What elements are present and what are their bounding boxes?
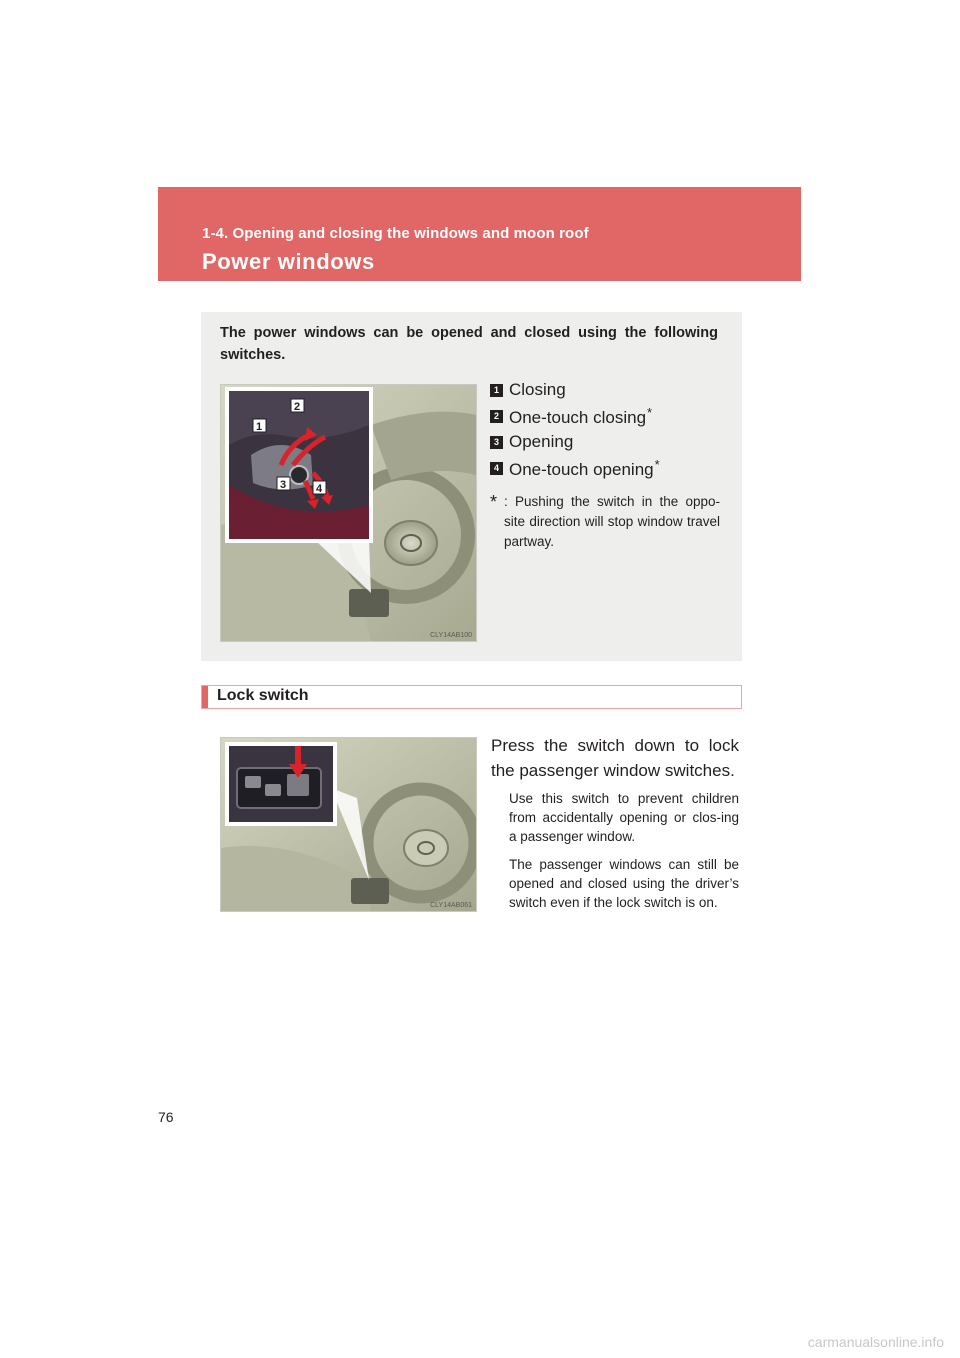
footnote-text: : Pushing the switch in the oppo-site direction will stop window travel partway. bbox=[504, 494, 720, 549]
number-box-icon: 2 bbox=[490, 410, 503, 423]
lock-switch-heading-text: Lock switch bbox=[217, 687, 309, 704]
asterisk-mark: * bbox=[654, 456, 660, 472]
legend-label: Opening bbox=[509, 432, 574, 451]
svg-text:2: 2 bbox=[294, 401, 301, 413]
footer-watermark-url: carmanualsonline.info bbox=[807, 1334, 944, 1350]
section-label: 1-4. Opening and closing the windows and moon roof bbox=[202, 225, 589, 242]
legend bbox=[490, 377, 730, 481]
legend-item bbox=[490, 429, 730, 455]
lock-switch-illustration bbox=[220, 737, 477, 912]
asterisk-mark: * bbox=[647, 404, 653, 420]
lock-switch-description: Press the switch down to lock the passenger window switches. bbox=[491, 736, 739, 780]
number-box-icon: 1 bbox=[490, 384, 503, 397]
page-number: 76 bbox=[158, 1109, 174, 1125]
intro-box bbox=[201, 312, 742, 661]
lock-switch-note-1: Use this switch to prevent children from accidentally opening or clos-ing a passenger window. bbox=[509, 791, 739, 844]
number-box-icon: 3 bbox=[490, 436, 503, 449]
legend-label: One-touch closing bbox=[509, 407, 647, 427]
svg-text:1: 1 bbox=[256, 421, 263, 433]
number-box-icon: 4 bbox=[490, 462, 503, 475]
page-title: Power windows bbox=[202, 249, 375, 274]
lock-switch-note-2: The passenger windows can still be opened and closed using the driver’s switch even if the lock switch is on. bbox=[509, 857, 739, 910]
svg-text:3: 3 bbox=[280, 479, 287, 491]
intro-text: The power windows can be opened and closed using the following switches. bbox=[220, 325, 718, 363]
svg-text:4: 4 bbox=[316, 483, 323, 495]
image-code: CLY14AB100 bbox=[430, 632, 472, 639]
footnote-mark: * bbox=[490, 492, 498, 512]
image-code: CLY14AB061 bbox=[430, 902, 472, 909]
legend-item bbox=[490, 403, 730, 429]
footnote bbox=[490, 492, 720, 552]
legend-item bbox=[490, 455, 730, 481]
lock-switch-heading bbox=[201, 685, 742, 709]
section-header-band bbox=[158, 187, 801, 281]
window-switch-illustration bbox=[220, 384, 477, 642]
legend-label: One-touch opening bbox=[509, 459, 654, 479]
legend-label: Closing bbox=[509, 380, 566, 399]
legend-item bbox=[490, 377, 730, 403]
